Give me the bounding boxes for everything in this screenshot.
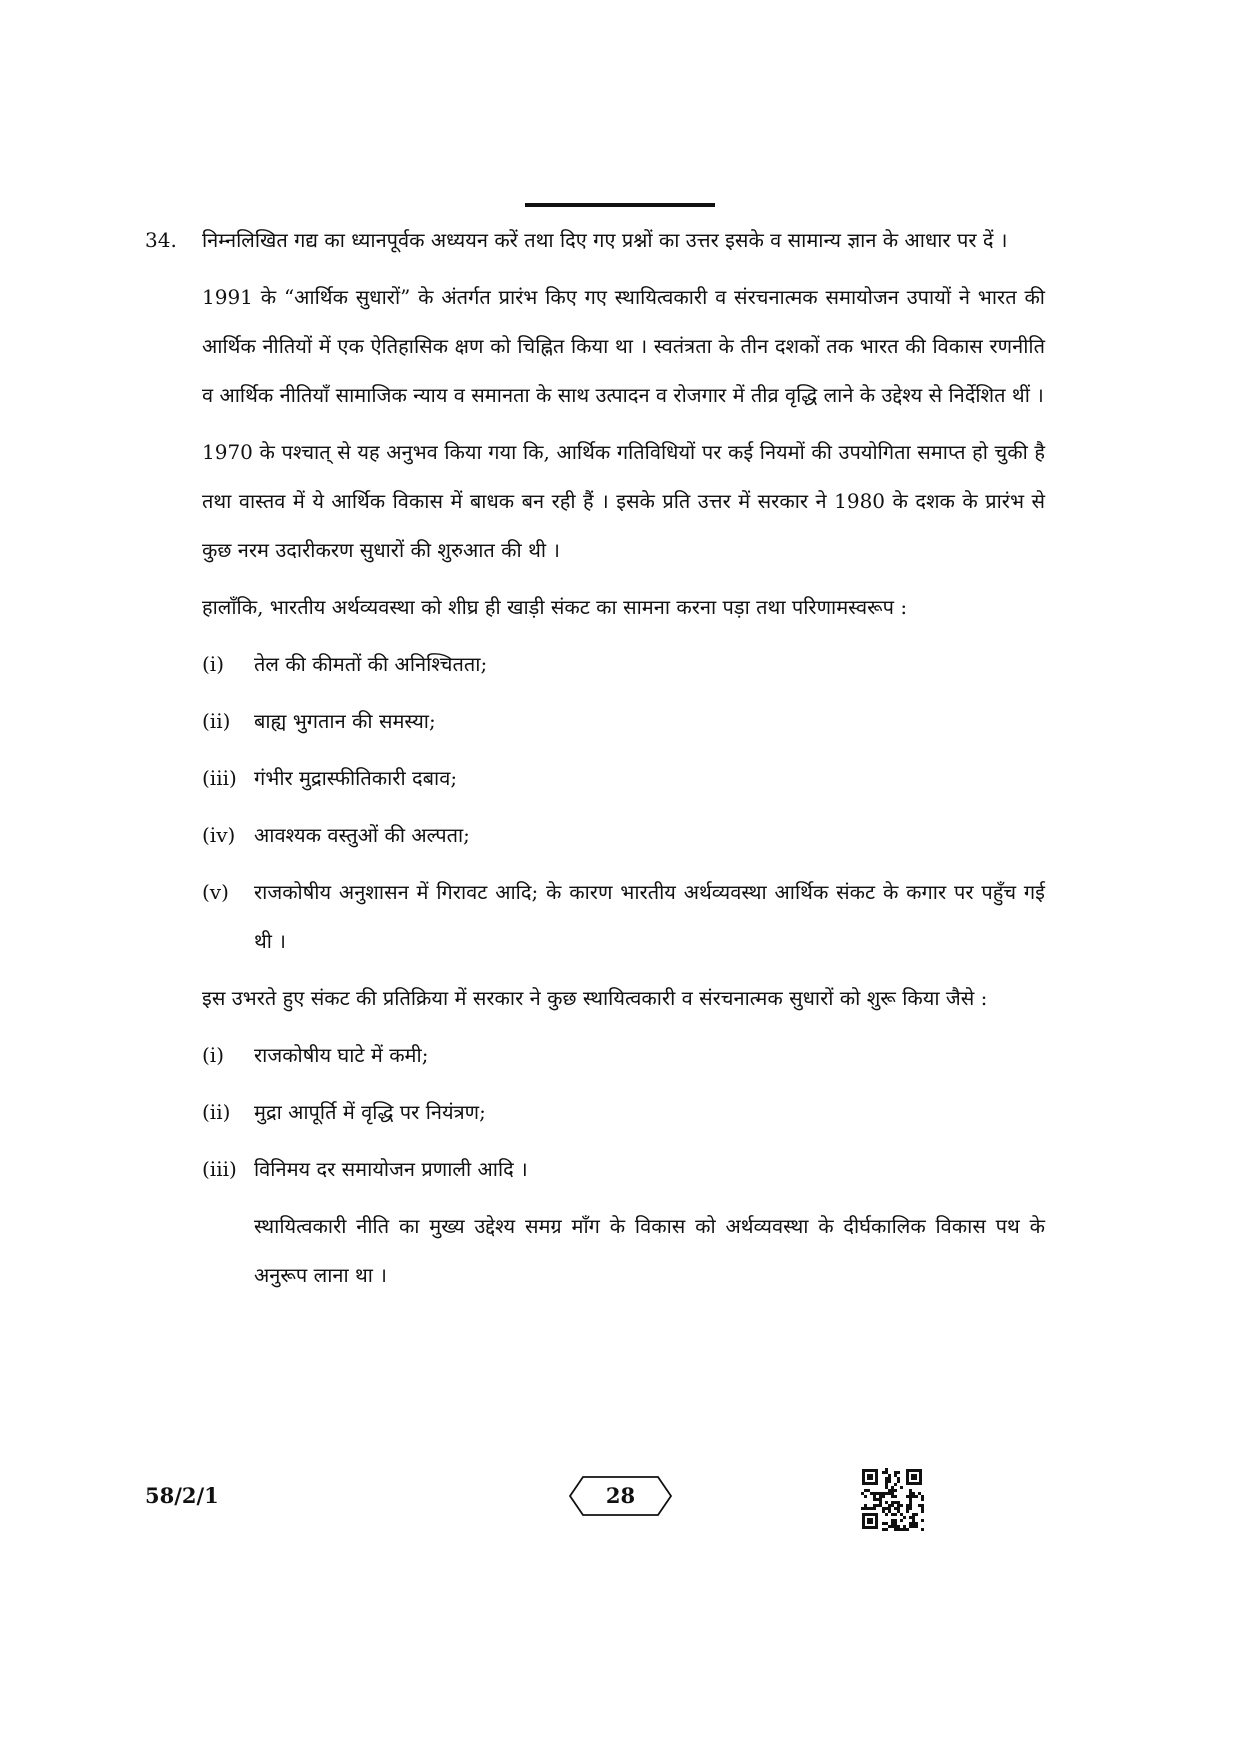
qr-module [891, 1495, 894, 1498]
qr-module [891, 1501, 894, 1504]
list-text: गंभीर मुद्रास्फीतिकारी दबाव; [254, 766, 458, 790]
qr-module [900, 1513, 903, 1516]
qr-module [906, 1495, 909, 1498]
passage-paragraph-3: हालाँकि, भारतीय अर्थव्यवस्था को शीघ्र ही खाड़ी संकट का सामना करना पड़ा तथा परिणामस्वरूप : [202, 595, 908, 619]
qr-module [894, 1519, 897, 1522]
list-marker: (iv) [202, 823, 236, 847]
qr-module [882, 1495, 885, 1498]
qr-module [864, 1495, 867, 1498]
list-item [202, 1145, 1045, 1194]
top-divider [525, 203, 715, 207]
qr-module [894, 1507, 897, 1510]
qr-module [861, 1507, 864, 1510]
qr-module [861, 1492, 864, 1495]
list-item [202, 1088, 1045, 1137]
list-item [202, 868, 1045, 966]
qr-module [885, 1501, 888, 1504]
qr-module [873, 1507, 876, 1510]
list-marker: (ii) [202, 709, 231, 733]
qr-module [891, 1525, 894, 1528]
qr-module [888, 1489, 891, 1492]
qr-module [897, 1480, 900, 1483]
question-34 [145, 216, 1045, 1308]
qr-module [879, 1504, 882, 1507]
qr-module [885, 1507, 888, 1510]
qr-module [891, 1519, 894, 1522]
qr-module [888, 1474, 891, 1477]
qr-module [888, 1504, 891, 1507]
qr-module [912, 1513, 915, 1516]
qr-module [903, 1528, 906, 1531]
qr-module [894, 1495, 897, 1498]
list-marker: (i) [202, 1043, 225, 1067]
list-item [202, 754, 1045, 803]
qr-module [870, 1492, 873, 1495]
qr-module [912, 1519, 915, 1522]
qr-module [891, 1504, 894, 1507]
qr-module [873, 1495, 876, 1498]
qr-module [906, 1510, 909, 1513]
question-number: 34. [145, 228, 177, 252]
qr-module [894, 1483, 897, 1486]
qr-module [867, 1507, 870, 1510]
qr-module [909, 1504, 912, 1507]
qr-module [912, 1525, 915, 1528]
qr-module [876, 1504, 879, 1507]
passage-paragraph-1: 1991 के “आर्थिक सुधारों” के अंतर्गत प्रारंभ किए गए स्थायित्वकारी व संरचनात्मक समायोजन उपायों ने भारत की आर्थिक नीतियों में एक ऐतिहासिक क्षण को चिह्नित किया था । स्वतंत्रता के तीन दशकों तक भारत की विकास रणनीति व आर्थिक नीतियाँ सामाजिक न्याय व समानता के साथ उत्पादन व रोजगार में तीव्र वृद्धि लाने के उद्देश्य से निर्देशित थीं । [202, 285, 1045, 407]
qr-module [891, 1522, 894, 1525]
qr-module [906, 1504, 909, 1507]
qr-module [888, 1507, 891, 1510]
qr-module [894, 1489, 897, 1492]
qr-module [894, 1528, 897, 1531]
qr-module [909, 1507, 912, 1510]
passage-paragraph-2: 1970 के पश्चात् से यह अनुभव किया गया कि, आर्थिक गतिविधियों पर कई नियमों की उपयोगिता समाप्त हो चुकी है तथा वास्तव में ये आर्थिक विकास में बाधक बन रही हैं । इसके प्रति उत्तर में सरकार ने 1980 के दशक के प्रारंभ से कुछ नरम उदारीकरण सुधारों की शुरुआत की थी । [202, 440, 1045, 562]
qr-module [921, 1504, 924, 1507]
qr-module [864, 1507, 867, 1510]
qr-module [900, 1486, 903, 1489]
qr-module [882, 1510, 885, 1513]
qr-module [897, 1501, 900, 1504]
qr-module [885, 1528, 888, 1531]
qr-module [885, 1492, 888, 1495]
reforms-intro: इस उभरते हुए संकट की प्रतिक्रिया में सरकार ने कुछ स्थायित्वकारी व संरचनात्मक सुधारों को शुरू किया जैसे : [202, 986, 988, 1010]
qr-module [909, 1525, 912, 1528]
qr-module [894, 1471, 897, 1474]
qr-module [921, 1498, 924, 1501]
qr-module [906, 1528, 909, 1531]
qr-module [900, 1528, 903, 1531]
qr-module [915, 1522, 918, 1525]
closing-paragraph: स्थायित्वकारी नीति का मुख्य उद्देश्य समग्र माँग के विकास को अर्थव्यवस्था के दीर्घकालिक विकास पथ के अनुरूप लाना था । [254, 1214, 1045, 1287]
qr-module [894, 1513, 897, 1516]
qr-module [921, 1495, 924, 1498]
qr-module [888, 1525, 891, 1528]
qr-module [897, 1477, 900, 1480]
list-marker: (iii) [202, 1157, 237, 1181]
qr-module [873, 1492, 876, 1495]
list-marker: (v) [202, 880, 229, 904]
qr-module [888, 1510, 891, 1513]
list-item [202, 640, 1045, 689]
qr-module [909, 1492, 912, 1495]
qr-module [909, 1522, 912, 1525]
qr-module [885, 1468, 888, 1471]
qr-module [873, 1498, 876, 1501]
qr-module [903, 1525, 906, 1528]
qr-module [891, 1513, 894, 1516]
qr-module [885, 1471, 888, 1474]
paper-code: 58/2/1 [145, 1483, 219, 1508]
list-text: विनिमय दर समायोजन प्रणाली आदि । [254, 1157, 528, 1181]
list-text: राजकोषीय अनुशासन में गिरावट आदि; के कारण भारतीय अर्थव्यवस्था आर्थिक संकट के कगार पर पहुँच गई थी । [254, 880, 1045, 953]
list-text: तेल की कीमतों की अनिश्चितता; [254, 652, 488, 676]
qr-module [894, 1501, 897, 1504]
qr-module [900, 1504, 903, 1507]
qr-module [882, 1471, 885, 1474]
list-text: मुद्रा आपूर्ति में वृद्धि पर नियंत्रण; [254, 1100, 486, 1124]
qr-module [912, 1492, 915, 1495]
qr-module [921, 1528, 924, 1531]
qr-module [885, 1486, 888, 1489]
list-marker: (iii) [202, 766, 237, 790]
reforms-list [202, 1031, 1045, 1194]
qr-module [909, 1489, 912, 1492]
qr-module [891, 1486, 894, 1489]
qr-module [921, 1507, 924, 1510]
qr-module [921, 1519, 924, 1522]
qr-module [903, 1516, 906, 1519]
qr-module [897, 1510, 900, 1513]
qr-module [906, 1507, 909, 1510]
qr-module [876, 1498, 879, 1501]
qr-module [882, 1492, 885, 1495]
list-text: आवश्यक वस्तुओं की अल्पता; [254, 823, 470, 847]
qr-module [918, 1492, 921, 1495]
qr-module [891, 1489, 894, 1492]
qr-module [900, 1519, 903, 1522]
qr-module [894, 1474, 897, 1477]
qr-module [882, 1507, 885, 1510]
qr-module [909, 1516, 912, 1519]
qr-module [897, 1507, 900, 1510]
qr-module [879, 1492, 882, 1495]
qr-module [918, 1504, 921, 1507]
list-text: बाह्य भुगतान की समस्या; [254, 709, 436, 733]
qr-module [882, 1522, 885, 1525]
qr-module [897, 1471, 900, 1474]
qr-module [921, 1510, 924, 1513]
page-number: 28 [605, 1483, 636, 1508]
qr-module [909, 1501, 912, 1504]
qr-module [897, 1504, 900, 1507]
qr-module [864, 1489, 867, 1492]
qr-module [885, 1477, 888, 1480]
list-item [202, 811, 1045, 860]
qr-module [909, 1498, 912, 1501]
qr-module [915, 1525, 918, 1528]
qr-module [885, 1480, 888, 1483]
qr-module [894, 1522, 897, 1525]
qr-module [879, 1498, 882, 1501]
qr-module [873, 1504, 876, 1507]
qr-module [885, 1513, 888, 1516]
qr-code-graphic [860, 1467, 924, 1531]
list-marker: (ii) [202, 1100, 231, 1124]
qr-module [915, 1513, 918, 1516]
qr-module [912, 1495, 915, 1498]
list-item [202, 1031, 1045, 1080]
crisis-list [202, 640, 1045, 966]
qr-module [885, 1522, 888, 1525]
question-block [145, 216, 1045, 1308]
qr-module [894, 1525, 897, 1528]
qr-code-icon [860, 1467, 924, 1531]
qr-module [888, 1492, 891, 1495]
qr-module [909, 1495, 912, 1498]
page-number-badge [569, 1476, 672, 1516]
qr-module [879, 1495, 882, 1498]
qr-module [870, 1507, 873, 1510]
qr-module [891, 1492, 894, 1495]
qr-module [888, 1477, 891, 1480]
qr-module [897, 1525, 900, 1528]
list-text: राजकोषीय घाटे में कमी; [254, 1043, 429, 1067]
list-marker: (i) [202, 652, 225, 676]
question-instruction: निम्नलिखित गद्य का ध्यानपूर्वक अध्ययन करें तथा दिए गए प्रश्नों का उत्तर इसके व सामान्य ज्ञान के आधार पर दें । [202, 228, 1008, 252]
qr-module [876, 1492, 879, 1495]
qr-module [885, 1483, 888, 1486]
question-body [202, 216, 1045, 1308]
qr-module [915, 1495, 918, 1498]
qr-module [882, 1528, 885, 1531]
qr-module [912, 1516, 915, 1519]
qr-module [888, 1480, 891, 1483]
qr-module [912, 1522, 915, 1525]
qr-module [867, 1489, 870, 1492]
qr-module [864, 1504, 867, 1507]
qr-module [879, 1501, 882, 1504]
list-item [202, 697, 1045, 746]
qr-module [897, 1528, 900, 1531]
